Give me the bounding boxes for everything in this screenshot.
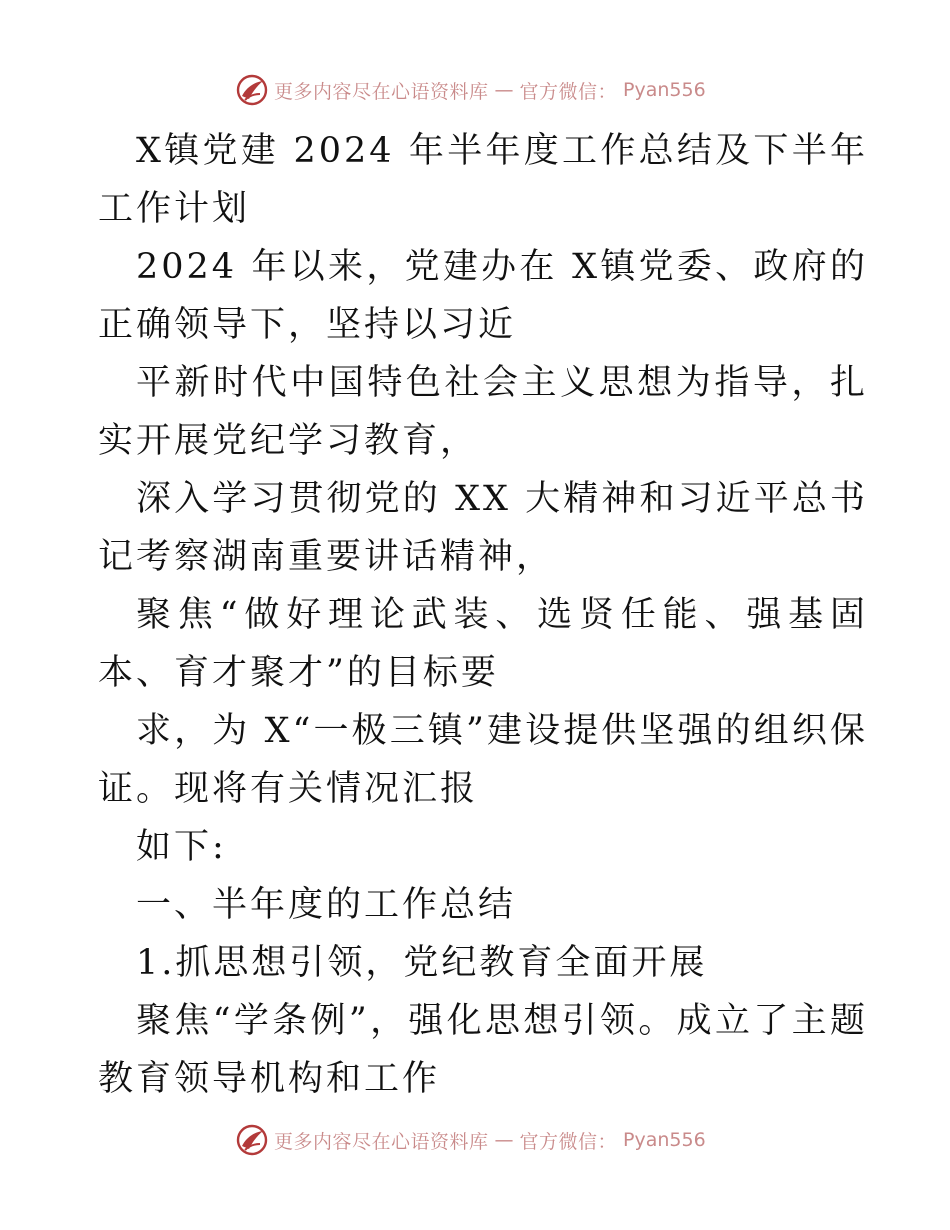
watermark-account-label: 官方微信： (519, 1130, 618, 1153)
watermark-account-label: 官方微信： (519, 80, 618, 103)
document-body (98, 122, 868, 1108)
document-title: X镇党建 2024 年半年度工作总结及下半年工作计划 (98, 131, 868, 229)
watermark-account-id: Pyan556 (623, 79, 706, 101)
watermark-text: 更多内容尽在心语资料库 (274, 1130, 489, 1153)
watermark-separator: — (494, 79, 514, 101)
section-heading: 一、半年度的工作总结 (136, 885, 517, 925)
paragraph: 聚焦“学条例”，强化思想引领。成立了主题教育领导机构和工作 (98, 1001, 868, 1099)
paragraph: 深入学习贯彻党的 XX 大精神和习近平总书记考察湖南重要讲话精神， (98, 479, 868, 577)
paragraph: 求，为 X“一极三镇”建设提供坚强的组织保证。现将有关情况汇报 (98, 711, 868, 809)
red-brush-logo-icon (236, 74, 268, 106)
header-watermark (236, 73, 706, 107)
paragraph: 聚焦“做好理论武装、选贤任能、强基固本、育才聚才”的目标要 (98, 595, 868, 693)
paragraph: 平新时代中国特色社会主义思想为指导，扎实开展党纪学习教育， (98, 363, 868, 461)
watermark-account-id: Pyan556 (623, 1129, 706, 1151)
paragraph: 如下: (136, 827, 227, 867)
watermark-separator: — (494, 1129, 514, 1151)
footer-watermark (236, 1123, 706, 1157)
paragraph: 2024 年以来，党建办在 X镇党委、政府的正确领导下，坚持以习近 (98, 247, 868, 345)
watermark-text: 更多内容尽在心语资料库 (274, 80, 489, 103)
subsection-heading: 1.抓思想引领，党纪教育全面开展 (136, 943, 708, 983)
red-brush-logo-icon (236, 1124, 268, 1156)
